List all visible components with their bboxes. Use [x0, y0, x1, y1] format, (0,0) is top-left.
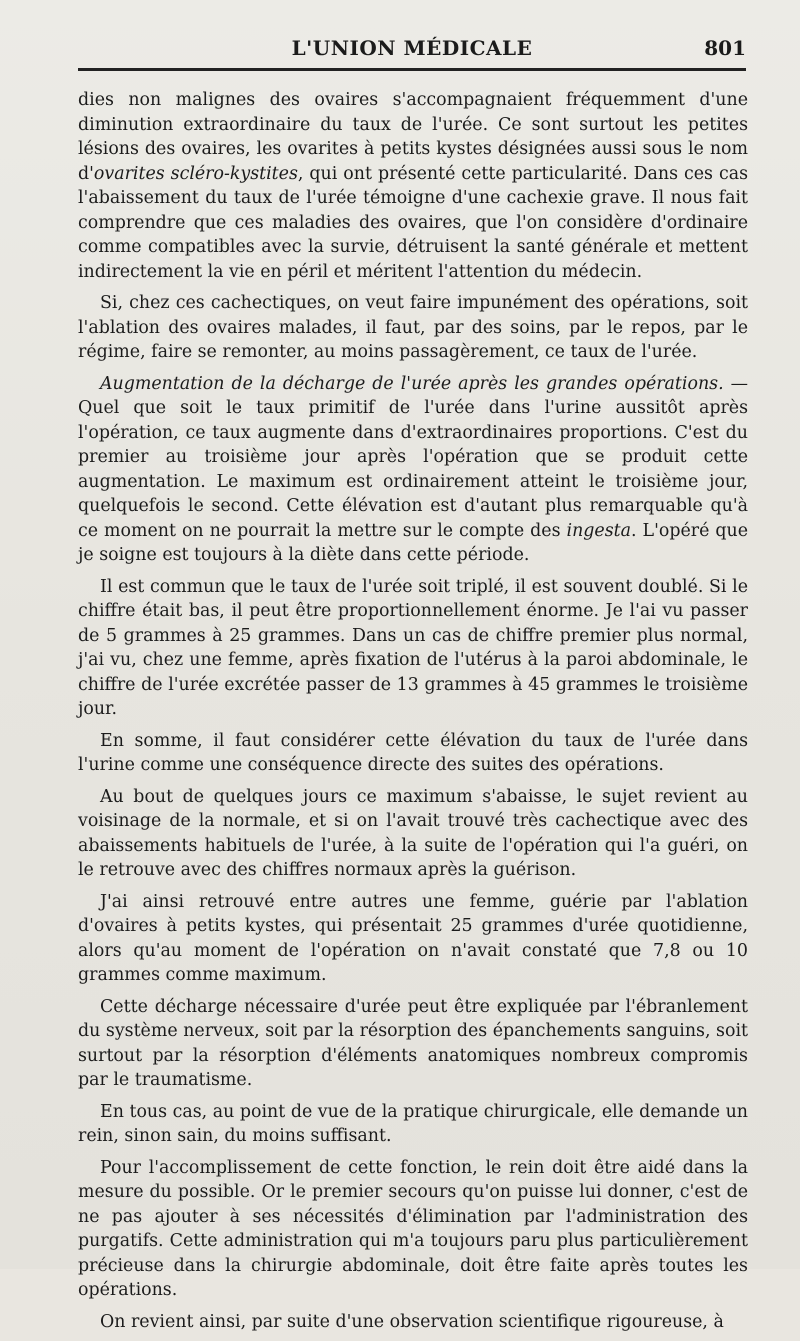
journal-title: L'UNION MÉDICALE: [291, 36, 533, 60]
text-segment: J'ai ainsi retrouvé entre autres une femme, guérie par l'ablation d'ovaires à petits kystes, qui présentait 25 grammes d'urée quotidienne, alors qu'au moment de l'opération on n'avait constaté que 7,8 ou 10 grammes comme maximum.: [78, 891, 748, 985]
paragraph: [78, 995, 748, 1093]
paragraph: [78, 729, 748, 778]
italic-text: Augmentation de la décharge de l'urée après les grandes opérations.: [100, 373, 724, 394]
header-rule: [78, 68, 746, 71]
page-number: 801: [704, 36, 746, 60]
text-segment: — Quel que soit le taux primitif de l'urée dans l'urine aussitôt après l'opération, ce taux augmente dans d'extraordinaires proportions. C'est du premier au troisième jour après l'opération que se produit cette augmentation. Le maximum est ordinairement atteint le troisième jour, quelquefois le second. Cette élévation est d'autant plus remarquable qu'à ce moment on ne pourrait la mettre sur le compte des: [78, 373, 749, 541]
text-segment: Cette décharge nécessaire d'urée peut être expliquée par l'ébranlement du système nerveux, soit par la résorption des épanchements sanguins, soit surtout par la résorption d'éléments anatomiques nombreux compromis par le traumatisme.: [78, 996, 748, 1090]
text-segment: Au bout de quelques jours ce maximum s'abaisse, le sujet revient au voisinage de la normale, et si on l'avait trouvé très cachectique avec des abaissements habituels de l'urée, à la suite de l'opération qui l'a guéri, on le retrouve avec des chiffres normaux après la guérison.: [78, 786, 748, 880]
paragraph: [78, 890, 748, 988]
italic-text: ingesta: [566, 520, 631, 541]
running-header: [78, 30, 746, 66]
paragraph: [78, 575, 748, 722]
paragraph: [78, 785, 748, 883]
text-segment: En somme, il faut considérer cette élévation du taux de l'urée dans l'urine comme une conséquence directe des suites des opérations.: [78, 730, 748, 775]
text-segment: Si, chez ces cachectiques, on veut faire impunément des opérations, soit l'ablation des ovaires malades, il faut, par des soins, par le repos, par le régime, faire se remonter, au moins passagèrement, ce taux de l'urée.: [78, 293, 748, 362]
text-segment: . L'opéré que je soigne est toujours à la diète dans cette période.: [78, 520, 748, 565]
paragraph: [78, 1310, 748, 1335]
text-segment: dies non malignes des ovaires s'accompagnaient fréquemment d'une diminution extraordinaire du taux de l'urée. Ce sont surtout les petites lésions des ovaires, les ovarites à petits kystes désignées aussi sous le nom d': [78, 90, 748, 184]
italic-text: ovarites scléro-kystites: [93, 163, 298, 184]
text-segment: On revient ainsi, par suite d'une observation scientifique rigoureuse, à: [100, 1311, 724, 1332]
article-body: [78, 88, 748, 1341]
text-segment: Il est commun que le taux de l'urée soit triplé, il est souvent doublé. Si le chiffre était bas, il peut être proportionnellement énorme. Je l'ai vu passer de 5 grammes à 25 grammes. Dans un cas de chiffre premier plus normal, j'ai vu, chez une femme, après fixation de l'utérus à la paroi abdominale, le chiffre de l'urée excrétée passer de 13 grammes à 45 grammes le troisième jour.: [78, 576, 748, 719]
paragraph: [78, 1100, 748, 1149]
text-segment: En tous cas, au point de vue de la pratique chirurgicale, elle demande un rein, sinon sain, du moins suffisant.: [78, 1101, 748, 1146]
paragraph: [78, 372, 748, 568]
text-segment: , qui ont présenté cette particularité. Dans ces cas l'abaissement du taux de l'urée témoigne d'une cachexie grave. Il nous fait comprendre que ces maladies des ovaires, que l'on considère d'ordinaire comme compatibles avec la survie, détruisent la santé générale et mettent indirectement la vie en péril et méritent l'attention du médecin.: [78, 163, 748, 282]
paragraph: [78, 88, 748, 284]
paragraph: [78, 291, 748, 365]
text-segment: Pour l'accomplissement de cette fonction, le rein doit être aidé dans la mesure du possible. Or le premier secours qu'on puisse lui donner, c'est de ne pas ajouter à ses nécessités d'élimination par l'administration des purgatifs. Cette administration qui m'a toujours paru plus particulièrement précieuse dans la chirurgie abdominale, doit être faite après toutes les opérations.: [78, 1157, 748, 1300]
paragraph: [78, 1156, 748, 1303]
